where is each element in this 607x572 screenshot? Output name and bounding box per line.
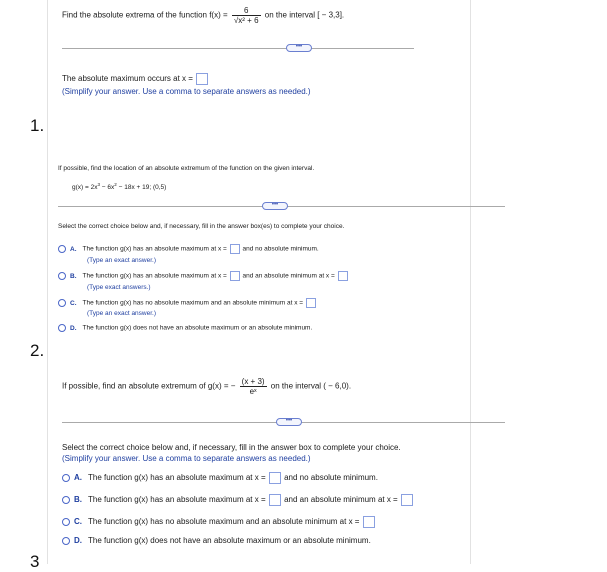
q3-option-b-box-2[interactable] [401,494,413,506]
q3-option-b-box-1[interactable] [269,494,281,506]
q2-prompt: If possible, find the location of an absolute extremum of the function on the given interval. [58,165,315,172]
q1-expand-button[interactable] [286,44,312,52]
q3-frac-num: (x + 3) [241,377,265,386]
q2-option-d-radio[interactable] [58,324,66,332]
q2-function: $g(x) = 2x^3 - 6x^2 - 18x + 19$; (0,5) [72,182,167,192]
q2-option-c-text: The function g(x) has no absolute maximum and an absolute minimum at x = [82,299,304,307]
q2-option-b-radio[interactable] [58,272,66,280]
q2-option-d[interactable] [58,324,312,332]
q3-option-b-text: The function g(x) has an absolute maximum at x = [88,495,266,505]
q3-frac-den: eˣ [240,386,267,396]
q2-option-b-mid: and an absolute minimum at x = [242,272,335,280]
q3-option-d-text: The function g(x) does not have an absolute maximum or an absolute minimum. [88,536,371,545]
q2-option-b[interactable] [58,271,349,281]
q3-prompt-pre: If possible, find an absolute extremum of g(x) = − [62,381,236,391]
q3-prompt-post: on the interval ( − 6,0). [270,381,352,391]
q2-option-a-hint: (Type an exact answer.) [87,257,157,264]
q2-option-b-text: The function g(x) has an absolute maximum at x = [82,272,227,280]
q3-option-b-letter: B. [74,495,82,505]
right-border [470,0,471,564]
q3-option-a-radio[interactable] [62,474,70,482]
q1-answer-label: The absolute maximum occurs at x = [62,74,193,84]
q2-option-c-letter: C. [70,299,77,307]
q1-answer-row [62,73,209,85]
q2-expand-button[interactable] [262,202,288,210]
q3-option-b-radio[interactable] [62,496,70,504]
q3-option-b-mid: and an absolute minimum at x = [284,495,398,505]
q1-frac-den-text: x² + 6 [238,16,259,25]
q3-option-a[interactable] [62,472,378,484]
q1-fraction [232,6,261,25]
q3-option-c[interactable] [62,516,376,528]
q2-option-c-hint: (Type an exact answer.) [87,310,157,317]
q2-option-c-radio[interactable] [58,299,66,307]
q3-fraction [240,377,267,396]
q3-hint: (Simplify your answer. Use a comma to separate answers as needed.) [62,454,311,463]
question-number-1: 1. [30,116,45,135]
q3-option-a-post: and no absolute minimum. [284,473,378,483]
q2-ellipsis: ••• [271,202,279,208]
q1-frac-num: 6 [243,6,249,15]
q2-option-c-box[interactable] [306,298,316,308]
q2-option-a-box[interactable] [230,244,240,254]
q2-option-b-letter: B. [70,272,77,280]
q2-option-a-radio[interactable] [58,245,66,253]
q1-prompt-pre: Find the absolute extrema of the function f(x) = [62,10,228,20]
q3-option-c-text: The function g(x) has no absolute maximum and an absolute minimum at x = [88,517,360,527]
q3-option-a-box[interactable] [269,472,281,484]
q3-instruction: Select the correct choice below and, if necessary, fill in the answer box to complete your choice. [62,443,401,452]
q3-option-d-radio[interactable] [62,537,70,545]
q1-hint: (Simplify your answer. Use a comma to separate answers as needed.) [62,87,311,96]
q3-option-d[interactable] [62,536,371,545]
question-number-3: 3 [30,552,40,571]
left-border [47,0,48,564]
q2-option-a[interactable] [58,244,319,254]
q2-instruction: Select the correct choice below and, if necessary, fill in the answer box(es) to complete your choice. [58,223,345,230]
q1-ellipsis: ••• [295,44,303,50]
q2-option-c[interactable] [58,298,317,308]
q1-frac-den: √x² + 6 [233,16,259,25]
q2-option-b-hint: (Type exact answers.) [87,284,151,291]
q2-option-b-box-2[interactable] [338,271,348,281]
q2-option-b-box-1[interactable] [230,271,240,281]
q3-option-b[interactable] [62,494,414,506]
q1-prompt [62,6,344,25]
q3-ellipsis: ••• [285,418,293,424]
q1-divider [62,48,414,49]
q3-option-c-letter: C. [74,517,82,527]
q1-answer-box[interactable] [196,73,208,85]
question-number-2: 2. [30,341,45,360]
q3-option-a-text: The function g(x) has an absolute maximum at x = [88,473,266,483]
q1-prompt-post: on the interval [ − 3,3]. [264,10,345,20]
q3-option-c-radio[interactable] [62,518,70,526]
q3-option-a-letter: A. [74,473,82,483]
q2-option-a-text: The function g(x) has an absolute maximum at x = [82,245,227,253]
q3-prompt [62,377,351,396]
q3-option-d-letter: D. [74,536,82,545]
q2-option-d-letter: D. [70,324,77,332]
q2-option-a-post: and no absolute minimum. [242,245,319,253]
q3-expand-button[interactable] [276,418,302,426]
q2-option-d-text: The function g(x) does not have an absolute maximum or an absolute minimum. [82,324,313,332]
q3-option-c-box[interactable] [363,516,375,528]
q2-option-a-letter: A. [70,245,77,253]
